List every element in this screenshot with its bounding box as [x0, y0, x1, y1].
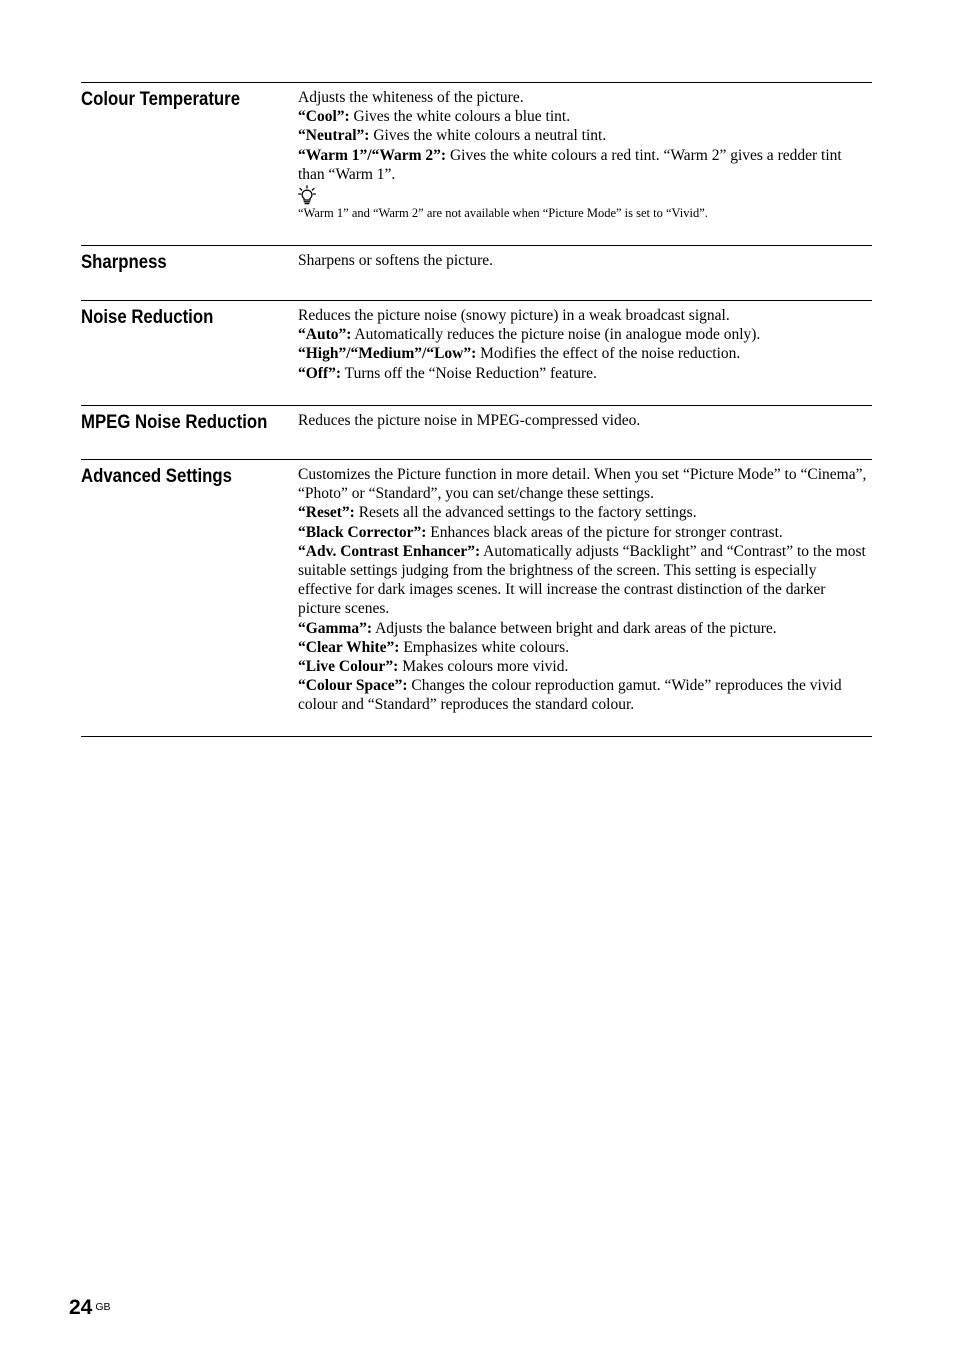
setting-term: MPEG Noise Reduction — [81, 411, 268, 433]
description-line: Reduces the picture noise (snowy picture) in a weak broadcast signal. — [298, 307, 730, 324]
setting-row-advanced-settings — [81, 459, 872, 737]
description-line: “Off”: Turns off the “Noise Reduction” feature. — [298, 364, 597, 382]
tip-lightbulb-icon — [298, 185, 316, 205]
description-line: “Clear White”: Emphasizes white colours. — [298, 638, 570, 656]
page-number — [69, 1296, 111, 1320]
description-line: Reduces the picture noise in MPEG-compressed video. — [298, 412, 641, 429]
description-line: “Colour Space”: Changes the colour reproduction gamut. “Wide” reproduces the vivid colour and “Standard” reproduces the standard colour. — [298, 677, 842, 714]
description-line: “Auto”: Automatically reduces the picture noise (in analogue mode only). — [298, 326, 761, 344]
description-line: “Neutral”: Gives the white colours a neutral tint. — [298, 127, 607, 145]
setting-term: Advanced Settings — [81, 465, 232, 487]
description-line: Adjusts the whiteness of the picture. — [298, 89, 524, 106]
note-text: “Warm 1” and “Warm 2” are not available when “Picture Mode” is set to “Vivid”. — [298, 206, 708, 221]
setting-description — [298, 406, 872, 459]
setting-row-sharpness — [81, 245, 872, 300]
description-line: “Adv. Contrast Enhancer”: Automatically adjusts “Backlight” and “Contrast” to the most suitable settings judging from the brightness of the screen. This setting is especially effective for dark images scenes. It will increase the contrast distinction of the darker picture scenes. — [298, 542, 866, 618]
description-line: “High”/“Medium”/“Low”: Modifies the effect of the noise reduction. — [298, 345, 741, 363]
description-line: “Gamma”: Adjusts the balance between bright and dark areas of the picture. — [298, 619, 777, 637]
setting-row-mpeg-noise-reduction — [81, 405, 872, 459]
setting-description — [298, 83, 872, 245]
setting-term: Colour Temperature — [81, 88, 241, 110]
description-line: “Live Colour”: Makes colours more vivid. — [298, 658, 569, 676]
setting-description — [298, 301, 872, 405]
page-number-suffix: GB — [95, 1301, 111, 1313]
setting-description — [298, 246, 872, 300]
description-line: “Warm 1”/“Warm 2”: Gives the white colours a red tint. “Warm 2” gives a redder tint than “Warm 1”. — [298, 146, 842, 183]
page-number-value: 24 — [69, 1296, 93, 1319]
settings-table — [81, 82, 872, 737]
description-line: “Reset”: Resets all the advanced settings to the factory settings. — [298, 504, 697, 522]
description-line: “Cool”: Gives the white colours a blue tint. — [298, 108, 571, 126]
setting-row-noise-reduction — [81, 300, 872, 405]
setting-row-colour-temperature — [81, 82, 872, 245]
setting-term: Sharpness — [81, 251, 167, 273]
description-line: Sharpens or softens the picture. — [298, 252, 493, 269]
setting-term: Noise Reduction — [81, 306, 214, 328]
description-line: “Black Corrector”: Enhances black areas of the picture for stronger contrast. — [298, 523, 783, 541]
setting-description — [298, 460, 872, 736]
description-line: Customizes the Picture function in more detail. When you set “Picture Mode” to “Cinema”, “Photo” or “Standard”, you can set/change these settings. — [298, 466, 867, 503]
